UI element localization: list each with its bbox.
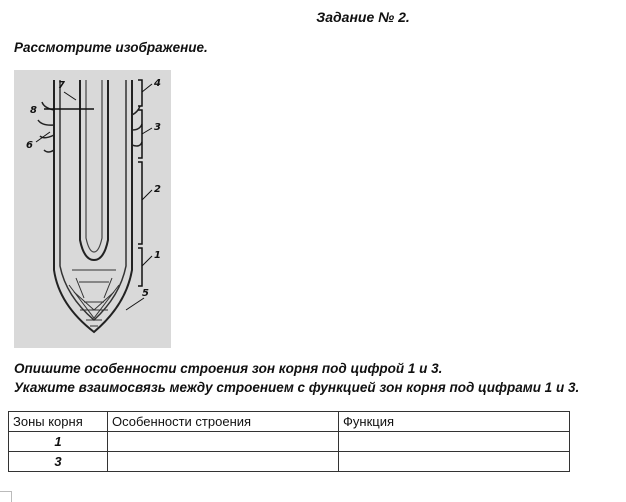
figure-label-1: 1 xyxy=(154,250,161,261)
instruction-text: Рассмотрите изображение. xyxy=(14,40,208,55)
function-cell[interactable] xyxy=(339,452,570,472)
figure-label-6: 6 xyxy=(26,140,33,151)
figure-label-7: 7 xyxy=(58,80,65,91)
structure-cell[interactable] xyxy=(108,452,339,472)
question-1: Опишите особенности строения зон корня под цифрой 1 и 3. xyxy=(14,361,443,376)
figure-label-3: 3 xyxy=(154,122,161,133)
zone-cell: 1 xyxy=(9,432,108,452)
question-2: Укажите взаимосвязь между строением с функцией зон корня под цифрами 1 и 3. xyxy=(14,380,580,395)
structure-cell[interactable] xyxy=(108,432,339,452)
table-row xyxy=(9,432,570,452)
zones-table xyxy=(8,411,570,472)
figure-label-5: 5 xyxy=(142,288,149,299)
header-zones: Зоны корня xyxy=(9,412,108,432)
root-diagram xyxy=(14,70,171,348)
header-function: Функция xyxy=(339,412,570,432)
page-corner-mark xyxy=(0,491,12,502)
figure-label-4: 4 xyxy=(154,78,161,89)
table-row xyxy=(9,452,570,472)
zone-cell: 3 xyxy=(9,452,108,472)
table-header-row xyxy=(9,412,570,432)
figure-label-8: 8 xyxy=(30,105,37,116)
task-title: Задание № 2. xyxy=(316,9,410,25)
header-structure: Особенности строения xyxy=(108,412,339,432)
root-zones-figure xyxy=(14,70,171,348)
function-cell[interactable] xyxy=(339,432,570,452)
figure-label-2: 2 xyxy=(154,184,161,195)
